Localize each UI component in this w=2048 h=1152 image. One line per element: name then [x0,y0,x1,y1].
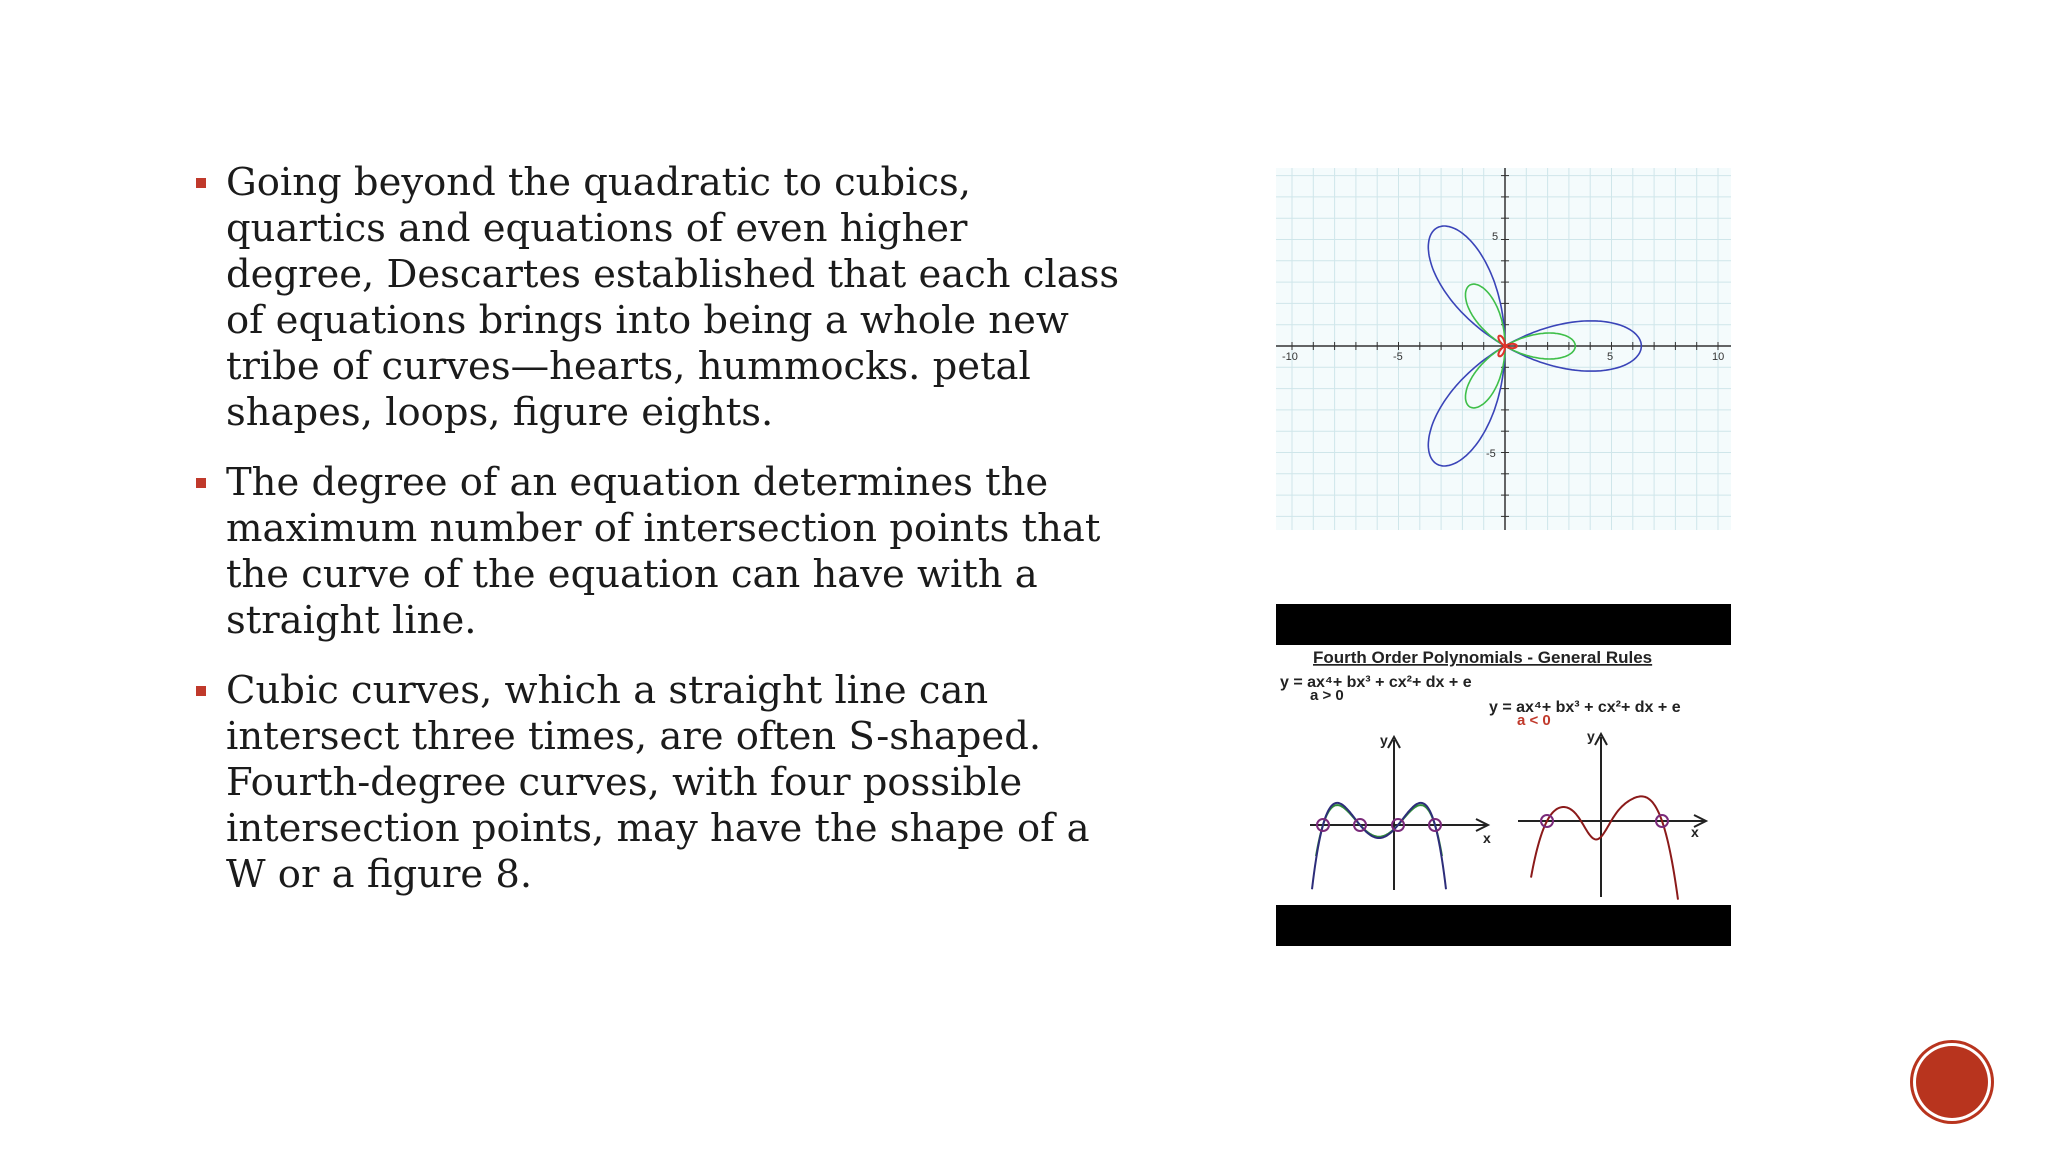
right-x-label: x [1691,824,1699,840]
right-quartic-curve [1531,796,1678,899]
left-quartic-curve [1312,803,1446,889]
tick-label-y-neg5: -5 [1486,448,1496,460]
tick-label-x-neg10: -10 [1282,351,1298,363]
bullet-item [196,668,1126,898]
tick-label-x-pos10: 10 [1712,351,1725,363]
left-quartic-curve-secondary [1316,805,1442,856]
bullet-text: Going beyond the quadratic to cubics, quartics and equations of even higher degree, Descartes established that each class of equations brings into being a whole new tribe of curves—hearts, hummocks. petal shapes, loops, figure eights. [226,160,1120,435]
bullet-marker-icon [196,478,206,488]
equation-right: y = ax⁴+ bx³ + cx²+ dx + e [1489,699,1681,716]
rose-curve-image [1276,168,1731,530]
bullet-marker-icon [196,686,206,696]
condition-left: a > 0 [1310,687,1344,704]
equation-left: y = ax⁴+ bx³ + cx²+ dx + e [1280,674,1472,691]
bullet-item [196,460,1126,644]
bullet-text: The degree of an equation determines the maximum number of intersection points that the curve of the equation can have with a straight line. [226,460,1101,643]
video-letterbox-top [1276,604,1731,645]
bullet-marker-icon [196,178,206,188]
bullet-item [196,160,1126,436]
tick-label-x-pos5: 5 [1607,351,1614,363]
condition-right: a < 0 [1517,712,1551,729]
bullet-text: Cubic curves, which a straight line can intersect three times, are often S-shaped. Fourth-degree curves, with four possible intersection points, may have the shape of a W or a figure 8. [226,668,1090,897]
left-y-label: y [1380,732,1388,748]
tick-label-x-neg5: -5 [1393,351,1403,363]
tick-label-y-pos5: 5 [1492,231,1499,243]
polynomial-diagram [1276,645,1731,905]
video-letterbox-bottom [1276,905,1731,946]
right-y-label: y [1587,728,1595,744]
rose-curve-plot [1276,168,1731,530]
polynomial-rules-image [1276,604,1731,946]
slide-number-badge [1916,1046,1988,1118]
bullet-list [196,160,1126,922]
poly-title: Fourth Order Polynomials - General Rules [1313,648,1653,667]
left-x-label: x [1483,830,1491,846]
